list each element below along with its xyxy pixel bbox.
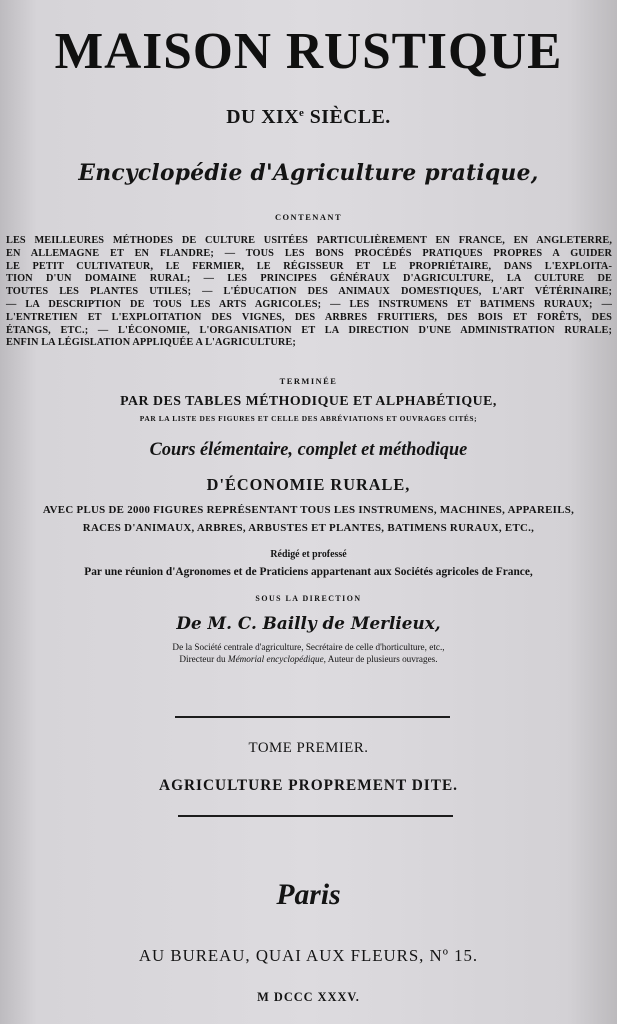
century-superscript: e [298, 107, 305, 119]
description-line: ÉTANGS, ETC.; — L'ÉCONOMIE, L'ORGANISATION ET LA DIRECTION D'UNE ADMINISTRATION RURALE; [6, 324, 612, 336]
liste-line: PAR LA LISTE DES FIGURES ET CELLE DES ABRÉVIATIONS ET OUVRAGES CITÉS; [139, 414, 478, 423]
figures-line-2: RACES D'ANIMAUX, ARBRES, ARBUSTES ET PLANTES, BATIMENS RURAUX, ETC., [82, 522, 535, 534]
description-line: LE PETIT CULTIVATEUR, LE FERMIER, LE RÉGISSEUR ET LE PROPRIÉTAIRE, DANS L'EXPLOITA- [6, 260, 612, 272]
publisher-line: AU BUREAU, QUAI AUX FLEURS, Nº 15. [138, 946, 479, 965]
contenant-label: CONTENANT [274, 212, 343, 222]
century-line [3, 106, 613, 129]
description-line: TION D'UN DOMAINE RURAL; — LES PRINCIPES GÉNÉRAUX D'AGRICULTURE, LA CULTURE DE [6, 273, 612, 285]
main-title: MAISON RUSTIQUE [54, 23, 563, 80]
credits-line-1: De la Société centrale d'agriculture, Secrétaire de celle d'horticulture, etc., [172, 643, 445, 653]
credits-prefix: Directeur du [179, 655, 228, 665]
subtitle: Encyclopédie d'Agriculture pratique, [78, 160, 539, 186]
credits-italic-title: Mémorial encyclopédique [227, 655, 324, 665]
credits-line-2 [3, 655, 613, 665]
century-suffix: SIÈCLE. [304, 106, 391, 128]
description-line: ENFIN LA LÉGISLATION APPLIQUÉE A L'AGRICULTURE; [6, 337, 296, 349]
volume-title: AGRICULTURE PROPREMENT DITE. [159, 777, 458, 794]
economie-rurale: D'ÉCONOMIE RURALE, [206, 475, 411, 494]
century-prefix: DU XIX [226, 106, 299, 128]
author-line: De M. C. Bailly de Merlieux, [176, 614, 441, 634]
terminee-label: TERMINÉE [279, 376, 338, 386]
publication-date: M DCCC XXXV. [257, 990, 360, 1004]
credits-suffix: , Auteur de plusieurs ouvrages. [323, 655, 438, 665]
contents-description [6, 235, 612, 350]
cours-line: Cours élémentaire, complet et méthodique [149, 440, 468, 460]
tome-label: TOME PREMIER. [248, 740, 369, 756]
tables-line: PAR DES TABLES MÉTHODIQUE ET ALPHABÉTIQUE, [120, 394, 497, 409]
description-line: — LA DESCRIPTION DE TOUS LES ARTS AGRICOLES; — LES INSTRUMENS ET BATIMENS RURAUX; — [6, 298, 612, 310]
redige-line: Rédigé et professé [270, 549, 347, 560]
divider-rule-top [175, 716, 450, 718]
figures-line-1: AVEC PLUS DE 2000 FIGURES REPRÉSENTANT TOUS LES INSTRUMENS, MACHINES, APPAREILS, [42, 504, 575, 516]
place-of-publication: Paris [276, 878, 341, 911]
description-line: L'ENTRETIEN ET L'EXPLOITATION DES VIGNES, DES ARBRES FRUITIERS, DES BOIS ET FORÊTS, DES [6, 311, 612, 323]
reunion-line: Par une réunion d'Agronomes et de Praticiens appartenant aux Sociétés agricoles de France, [84, 566, 533, 578]
sous-direction-label: SOUS LA DIRECTION [255, 594, 362, 603]
description-line: EN ALLEMAGNE ET EN FLANDRE; — TOUS LES BONS PROCÉDÉS PRATIQUES PROPRES A GUIDER [6, 247, 612, 259]
description-line: TOUTES LES PLANTES UTILES; — L'ÉDUCATION DES ANIMAUX DOMESTIQUES, L'ART VÉTÉRINAIRE; [6, 286, 612, 298]
divider-rule-bottom [178, 815, 453, 817]
description-line: LES MEILLEURES MÉTHODES DE CULTURE USITÉES PARTICULIÈREMENT EN FRANCE, EN ANGLETERRE, [6, 235, 612, 246]
